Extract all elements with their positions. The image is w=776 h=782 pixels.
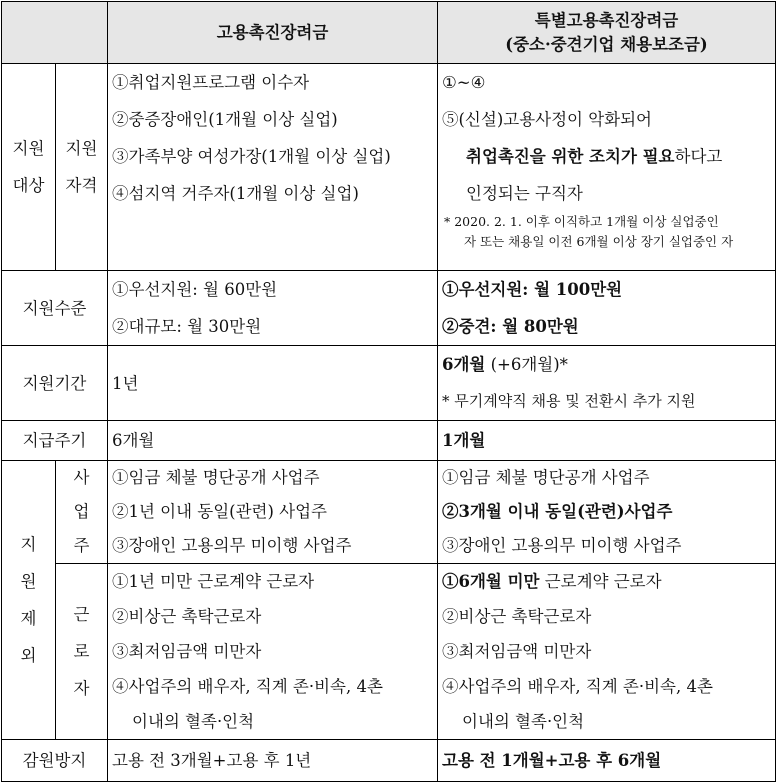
list-item: ②중증장애인(1개월 이상 실업) xyxy=(112,110,338,129)
header-right-line2: (중소·중견기업 채용보조금) xyxy=(505,34,708,54)
header-row xyxy=(2,2,776,64)
list-item: ②3개월 이내 동일(관련)사업주 xyxy=(442,502,673,521)
eligibility-note-line1: * 2020. 2. 1. 이후 이직하고 1개월 이상 실업중인 xyxy=(444,214,719,229)
list-item: ②1년 이내 동일(관련) 사업주 xyxy=(112,502,327,521)
list-item: ①취업지원프로그램 이수자 xyxy=(112,73,310,92)
list-item: ③최저임금액 미만자 xyxy=(442,642,592,661)
list-item: ③최저임금액 미만자 xyxy=(112,642,262,661)
cycle-left: 6개월 xyxy=(108,421,438,461)
list-item: ③장애인 고용의무 미이행 사업주 xyxy=(442,536,682,555)
list-item: ①우선지원: 월 60만원 xyxy=(112,280,278,299)
list-item: ②비상근 촉탁근로자 xyxy=(112,607,262,626)
header-blank-cell xyxy=(2,2,108,64)
employer-label: 사 업 주 xyxy=(56,461,108,564)
exclusion-worker-row xyxy=(2,564,776,740)
eligibility-group-label: 지원 대상 xyxy=(2,64,56,271)
list-item: ④섬지역 거주자(1개월 이상 실업) xyxy=(112,184,359,203)
header-left: 고용촉진장려금 xyxy=(108,2,438,64)
header-right-line1: 특별고용촉진장려금 xyxy=(534,10,679,30)
list-item: ④사업주의 배우자, 직계 존·비속, 4촌 xyxy=(442,677,713,696)
reduction-right: 고용 전 1개월+고용 후 6개월 xyxy=(438,740,776,782)
level-row xyxy=(2,271,776,346)
level-right xyxy=(438,271,776,346)
period-note: * 무기계약직 채용 및 전환시 추가 지원 xyxy=(442,392,696,410)
cycle-label: 지급주기 xyxy=(2,421,108,461)
eligibility-right xyxy=(438,64,776,271)
header-right xyxy=(438,2,776,64)
worker-left xyxy=(108,564,438,740)
period-right: 6개월 (+6개월)* * 무기계약직 채용 및 전환시 추가 지원 xyxy=(438,346,776,421)
list-item: ①1년 미만 근로계약 근로자 xyxy=(112,572,315,591)
list-item: ⑤(신설)고용사정이 악화되어 xyxy=(442,110,652,129)
list-item: 인정되는 구직자 xyxy=(466,184,583,203)
cycle-row xyxy=(2,421,776,461)
worker-label: 근 로 자 xyxy=(56,564,108,740)
exclusion-employer-row xyxy=(2,461,776,564)
worker-right xyxy=(438,564,776,740)
reduction-left: 고용 전 3개월+고용 후 1년 xyxy=(108,740,438,782)
eligibility-note-line2: 자 또는 채용일 이전 6개월 이상 장기 실업중인 자 xyxy=(464,234,734,249)
list-item: 취업촉진을 위한 조치가 필요하다고 xyxy=(466,147,723,166)
cycle-right: 1개월 xyxy=(438,421,776,461)
comparison-table xyxy=(1,1,776,782)
level-label: 지원수준 xyxy=(2,271,108,346)
period-left: 1년 xyxy=(108,346,438,421)
eligibility-row xyxy=(2,64,776,271)
reduction-row xyxy=(2,740,776,782)
period-label: 지원기간 xyxy=(2,346,108,421)
reduction-label: 감원방지 xyxy=(2,740,108,782)
exclusion-group-label: 지 원 제 외 xyxy=(2,461,56,740)
list-item: ①~④ xyxy=(442,73,486,92)
eligibility-left xyxy=(108,64,438,271)
list-item: 이내의 혈족·인척 xyxy=(132,712,255,731)
level-left xyxy=(108,271,438,346)
list-item: ①임금 체불 명단공개 사업주 xyxy=(112,468,320,487)
list-item: ③장애인 고용의무 미이행 사업주 xyxy=(112,536,352,555)
list-item: ②대규모: 월 30만원 xyxy=(112,317,262,336)
list-item: ④사업주의 배우자, 직계 존·비속, 4촌 xyxy=(112,677,383,696)
list-item: ①우선지원: 월 100만원 xyxy=(442,280,623,299)
list-item: ③가족부양 여성가장(1개월 이상 실업) xyxy=(112,147,391,166)
list-item: ②중견: 월 80만원 xyxy=(442,317,579,336)
period-row xyxy=(2,346,776,421)
list-item: ①임금 체불 명단공개 사업주 xyxy=(442,468,650,487)
eligibility-sub-label: 지원 자격 xyxy=(56,64,108,271)
employer-right xyxy=(438,461,776,564)
list-item: ①6개월 미만 근로계약 근로자 xyxy=(442,572,662,591)
list-item: 이내의 혈족·인척 xyxy=(462,712,585,731)
list-item: ②비상근 촉탁근로자 xyxy=(442,607,592,626)
employer-left xyxy=(108,461,438,564)
